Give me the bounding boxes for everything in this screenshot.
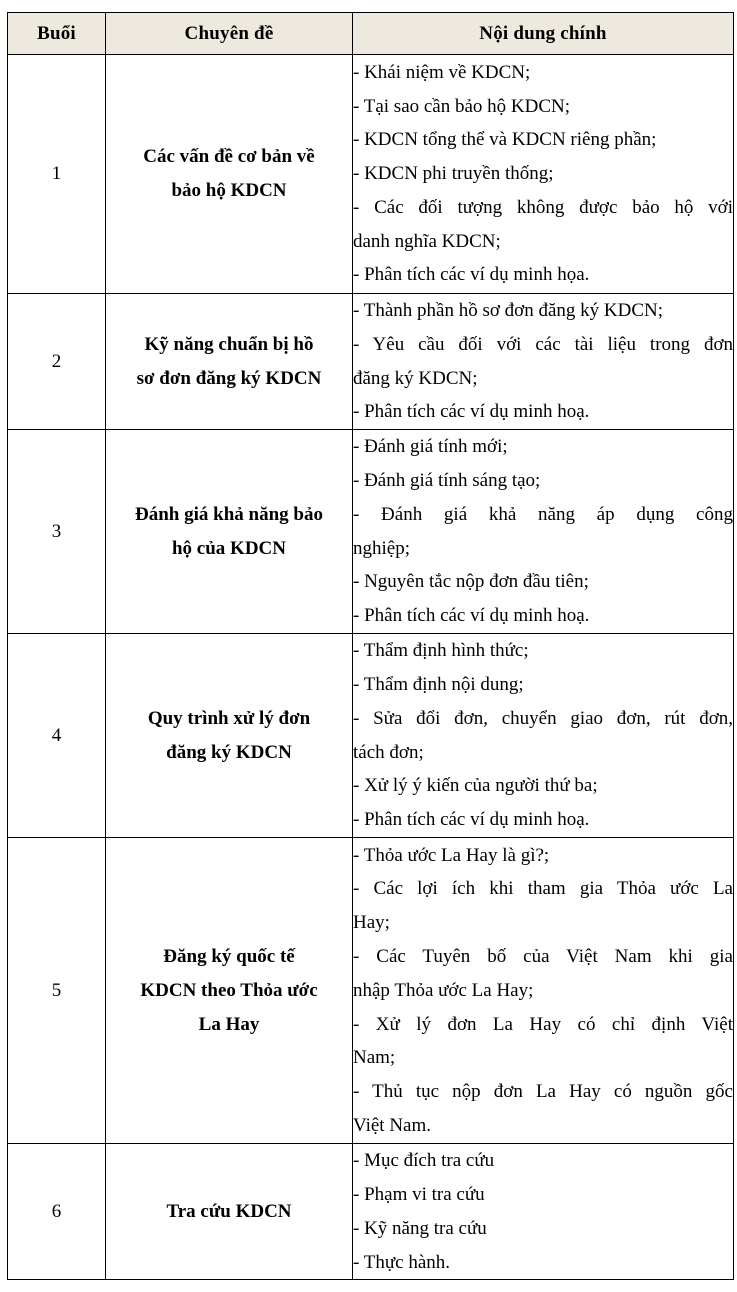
table-row [8, 634, 734, 838]
content-cell [353, 1144, 734, 1280]
content-line: - Sửa đổi đơn, chuyển giao đơn, rút đơn, [353, 702, 733, 736]
content-line: tách đơn; [353, 736, 733, 770]
content-line: - KDCN phi truyền thống; [353, 157, 733, 191]
content-line: - Thành phần hồ sơ đơn đăng ký KDCN; [353, 294, 733, 328]
session-number: 1 [8, 55, 106, 294]
content-cell [353, 838, 734, 1144]
content-line: - Kỹ năng tra cứu [353, 1212, 733, 1246]
content-line: Hay; [353, 906, 733, 940]
session-number: 5 [8, 838, 106, 1144]
topic-cell [106, 1144, 353, 1280]
content-line: - Đánh giá tính mới; [353, 430, 733, 464]
content-cell [353, 430, 734, 634]
content-line: - Xử lý ý kiến của người thứ ba; [353, 769, 733, 803]
content-cell [353, 294, 734, 430]
table-row [8, 1144, 734, 1280]
topic-line: Đánh giá khả năng bảo [106, 498, 352, 532]
content-line: - KDCN tổng thể và KDCN riêng phần; [353, 123, 733, 157]
content-cell [353, 634, 734, 838]
content-line: đăng ký KDCN; [353, 362, 733, 396]
content-line: nghiệp; [353, 532, 733, 566]
content-line: - Phân tích các ví dụ minh hoạ. [353, 395, 733, 429]
content-line: - Xử lý đơn La Hay có chỉ định Việt [353, 1008, 733, 1042]
content-line: - Thẩm định nội dung; [353, 668, 733, 702]
topic-line: Các vấn đề cơ bản về [106, 140, 352, 174]
table-row [8, 294, 734, 430]
header-session: Buổi [8, 13, 106, 55]
content-line: - Khái niệm về KDCN; [353, 56, 733, 90]
content-line: - Đánh giá tính sáng tạo; [353, 464, 733, 498]
content-line: - Thực hành. [353, 1246, 733, 1280]
content-line: nhập Thỏa ước La Hay; [353, 974, 733, 1008]
content-line: - Các Tuyên bố của Việt Nam khi gia [353, 940, 733, 974]
session-number: 2 [8, 294, 106, 430]
content-line: - Thủ tục nộp đơn La Hay có nguồn gốc [353, 1075, 733, 1109]
content-line: - Mục đích tra cứu [353, 1144, 733, 1178]
topic-line: Kỹ năng chuẩn bị hồ [106, 328, 352, 362]
table-row [8, 55, 734, 294]
content-line: - Phân tích các ví dụ minh hoạ. [353, 599, 733, 633]
content-cell [353, 55, 734, 294]
topic-cell [106, 634, 353, 838]
topic-cell [106, 294, 353, 430]
content-line: - Phân tích các ví dụ minh họa. [353, 258, 733, 292]
content-line: - Thẩm định hình thức; [353, 634, 733, 668]
header-content: Nội dung chính [353, 13, 734, 55]
topic-line: bảo hộ KDCN [106, 174, 352, 208]
topic-line: La Hay [106, 1008, 352, 1042]
topic-line: hộ của KDCN [106, 532, 352, 566]
content-line: danh nghĩa KDCN; [353, 225, 733, 259]
topic-line: sơ đơn đăng ký KDCN [106, 362, 352, 396]
session-number: 3 [8, 430, 106, 634]
topic-line: Đăng ký quốc tế [106, 940, 352, 974]
content-line: Việt Nam. [353, 1109, 733, 1143]
topic-line: đăng ký KDCN [106, 736, 352, 770]
header-row [8, 13, 734, 55]
content-line: - Thỏa ước La Hay là gì?; [353, 839, 733, 873]
session-number: 4 [8, 634, 106, 838]
session-number: 6 [8, 1144, 106, 1280]
topic-line: Tra cứu KDCN [106, 1195, 352, 1229]
content-line: - Đánh giá khả năng áp dụng công [353, 498, 733, 532]
content-line: - Phân tích các ví dụ minh hoạ. [353, 803, 733, 837]
topic-cell [106, 838, 353, 1144]
topic-line: KDCN theo Thỏa ước [106, 974, 352, 1008]
training-schedule-table [7, 12, 734, 1280]
header-topic: Chuyên đề [106, 13, 353, 55]
content-line: - Phạm vi tra cứu [353, 1178, 733, 1212]
table-row [8, 838, 734, 1144]
table-row [8, 430, 734, 634]
content-line: - Các lợi ích khi tham gia Thỏa ước La [353, 872, 733, 906]
content-line: - Tại sao cần bảo hộ KDCN; [353, 90, 733, 124]
content-line: - Các đối tượng không được bảo hộ với [353, 191, 733, 225]
content-line: - Yêu cầu đối với các tài liệu trong đơn [353, 328, 733, 362]
topic-cell [106, 430, 353, 634]
topic-line: Quy trình xử lý đơn [106, 702, 352, 736]
content-line: Nam; [353, 1041, 733, 1075]
topic-cell [106, 55, 353, 294]
content-line: - Nguyên tắc nộp đơn đầu tiên; [353, 565, 733, 599]
